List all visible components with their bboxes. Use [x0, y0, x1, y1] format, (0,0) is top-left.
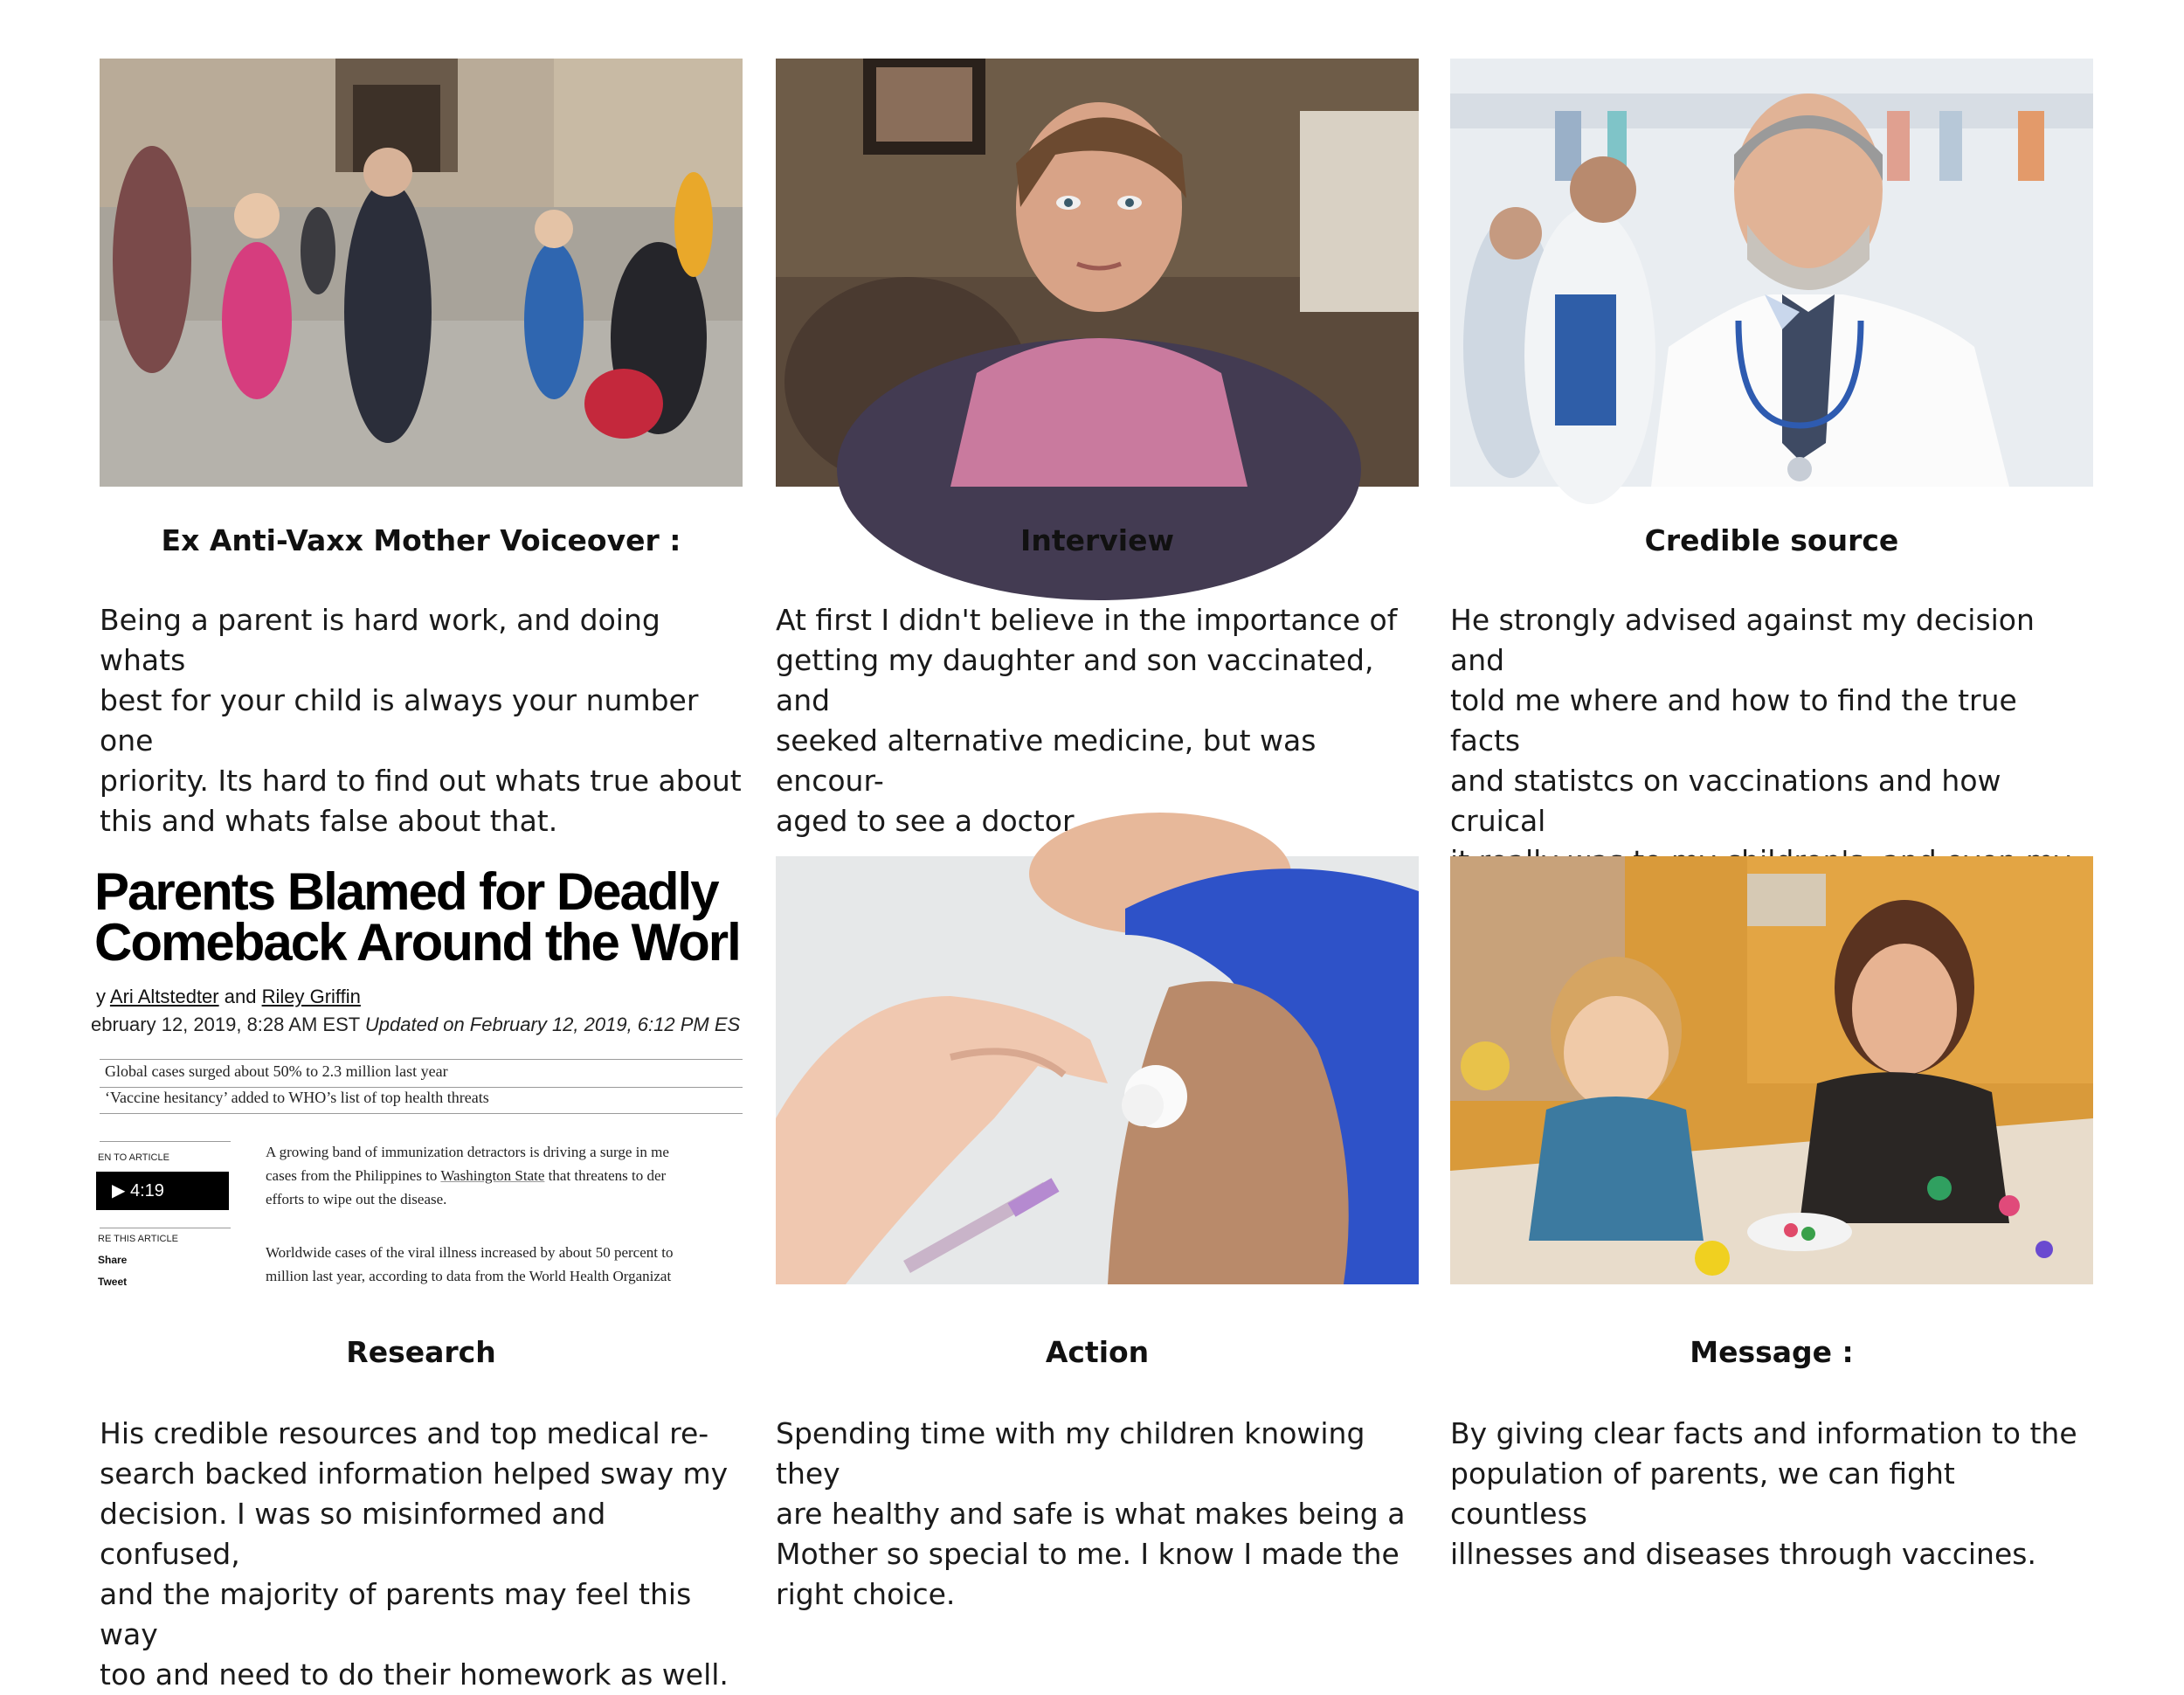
divider [100, 1087, 743, 1088]
listen-label: EN TO ARTICLE [98, 1152, 169, 1163]
share-link[interactable]: Share [98, 1254, 128, 1266]
paragraph-line: million last year, according to data from the World Health Organizat [266, 1268, 672, 1284]
paragraph-line: efforts to wipe out the disease. [266, 1191, 447, 1207]
panel-text: He strongly advised against my decision and told me where and how to find the true facts and statistcs on vaccinations and how cruical [1450, 603, 2035, 838]
article-headline-line-2: Comeback Around the Worl [94, 913, 740, 972]
vaccination-arm-photo [776, 856, 1419, 1284]
summary-bullet-2: ‘Vaccine hesitancy’ added to WHO’s list of top health threats [105, 1089, 489, 1106]
panel-title: Interview [1020, 523, 1174, 557]
mother-child-painting-photo [1450, 856, 2093, 1284]
article-headline-line-1: Parents Blamed for Deadly [94, 862, 718, 921]
listen-player-button[interactable] [96, 1172, 229, 1210]
paragraph-line: Worldwide cases of the viral illness increased by about 50 percent to [266, 1244, 674, 1261]
play-icon: ▶ [112, 1181, 126, 1200]
article-paragraph-1 [266, 1140, 755, 1211]
news-article-screenshot [91, 856, 743, 1288]
divider [100, 1113, 743, 1114]
author-link-2[interactable]: Riley Griffin [261, 986, 361, 1007]
divider [100, 1059, 743, 1060]
author-link-1[interactable]: Ari Altstedter [109, 986, 219, 1007]
article-byline [96, 986, 361, 1008]
panel-title: Research [346, 1335, 496, 1369]
published-date: ebruary 12, 2019, 8:28 AM EST [91, 1014, 360, 1035]
share-label: RE THIS ARTICLE [98, 1234, 178, 1244]
article-paragraph-2 [266, 1241, 755, 1288]
panel-title: Message : [1690, 1335, 1854, 1369]
panel-title: Action [1045, 1335, 1150, 1369]
washington-state-link[interactable]: Washington State [440, 1167, 545, 1184]
divider [100, 1141, 231, 1142]
panel-text: His credible resources and top medical re- search backed information helped sway my decision. I was so misinformed and confused, and the majority of parents may feel this way too and need to do their homework as well. [100, 1416, 729, 1692]
paragraph-line [266, 1164, 755, 1187]
panel-text: Spending time with my children knowing they are healthy and safe is what makes being a Mother so special to me. I know I made the right choice. [776, 1416, 1406, 1611]
children-outside-school-photo [100, 59, 743, 487]
woman-interview-photo [776, 59, 1419, 487]
panel-text: At first I didn't believe in the importance of getting my daughter and son vaccinated, and seeked alternative medicine, but was encour- aged to see a doctor. [776, 603, 1398, 838]
article-date [91, 1014, 740, 1036]
panel-title: Credible source [1644, 523, 1899, 557]
tweet-link[interactable]: Tweet [98, 1276, 128, 1288]
paragraph-line: A growing band of immunization detractors is driving a surge in me [266, 1144, 669, 1160]
byline-prefix: y [96, 986, 106, 1007]
panel-text: By giving clear facts and information to the population of parents, we can fight countless illnesses and diseases through vaccines. [1450, 1416, 2077, 1571]
paragraph-text: cases from the Philippines to [266, 1167, 438, 1184]
byline-and: and [224, 986, 257, 1007]
summary-bullet-1: Global cases surged about 50% to 2.3 million last year [105, 1062, 448, 1080]
smiling-doctor-photo [1450, 59, 2093, 487]
paragraph-text: that threatens to der [548, 1167, 667, 1184]
panel-title: Ex Anti-Vaxx Mother Voiceover : [161, 523, 681, 557]
audio-duration: 4:19 [129, 1181, 164, 1200]
updated-date: Updated on February 12, 2019, 6:12 PM ES [364, 1014, 741, 1035]
panel-text: Being a parent is hard work, and doing whats best for your child is always your number one priority. Its hard to find out whats true about this and whats false about that. [100, 603, 742, 838]
